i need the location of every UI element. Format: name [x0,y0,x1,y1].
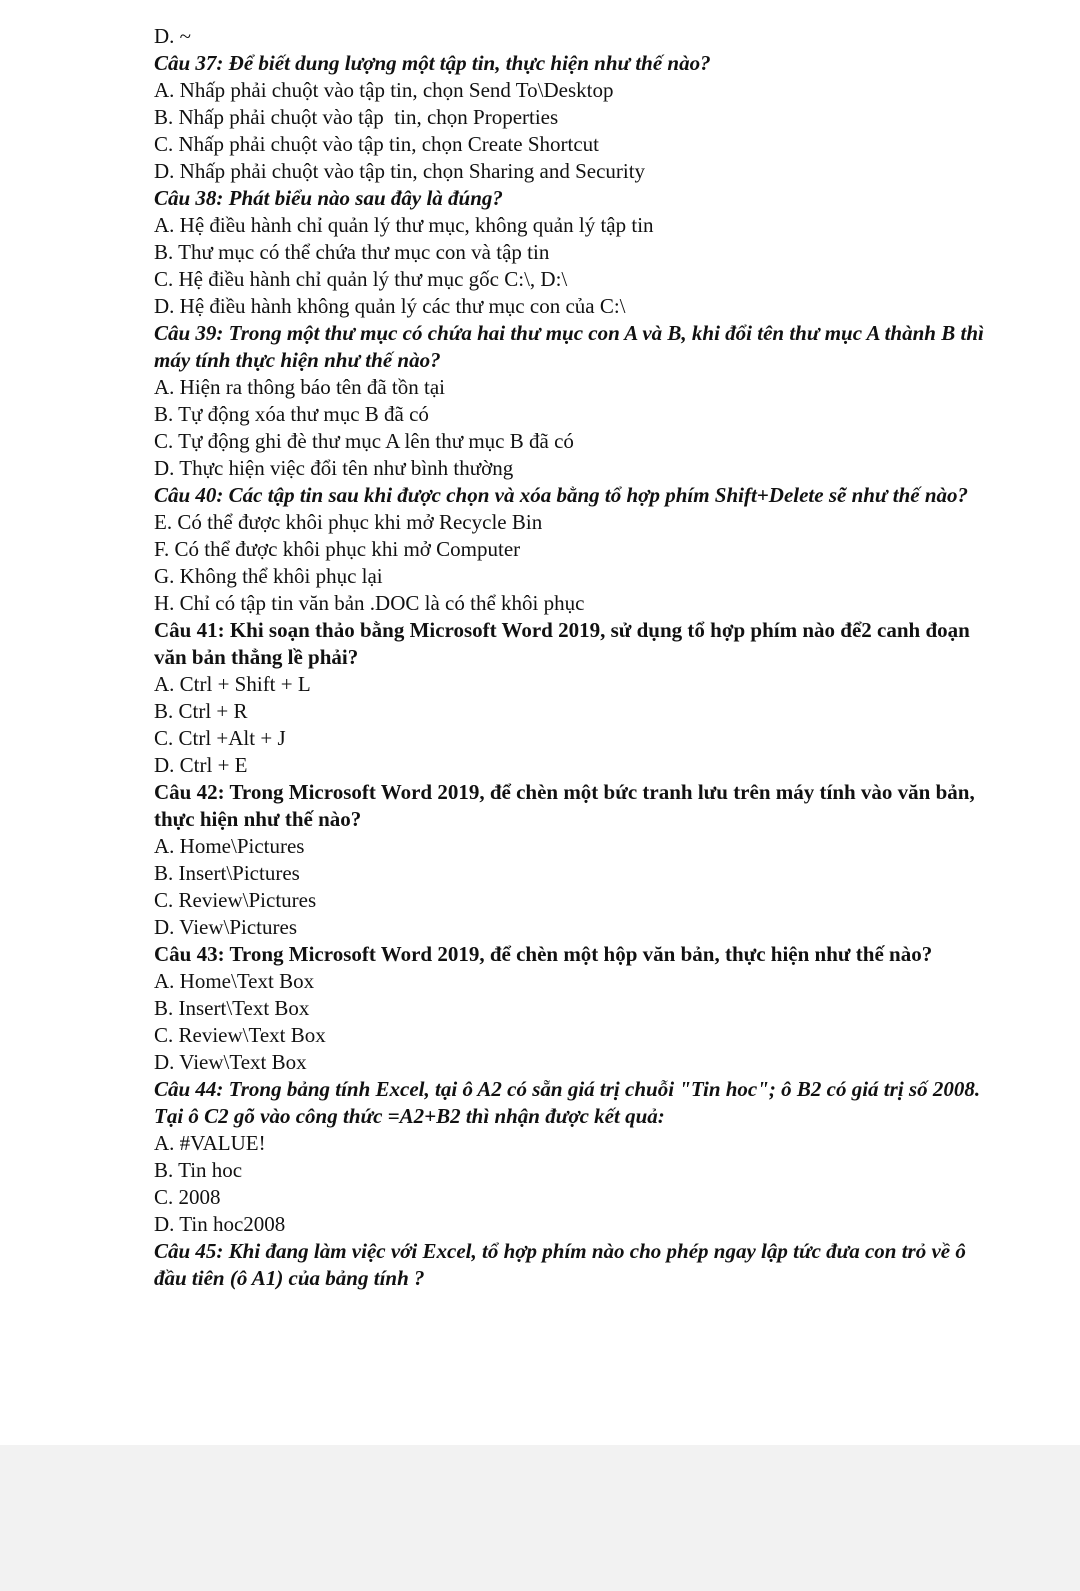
question-text: Câu 41: Khi soạn thảo bằng Microsoft Word 2019, sử dụng tổ hợp phím nào để2 canh đoạn văn bản thẳng lề phải? [154,618,970,669]
option-d: D. Tin hoc2008 [154,1212,286,1236]
option-g: G. Không thể khôi phục lại [154,564,383,588]
question-text: Câu 38: Phát biểu nào sau đây là đúng? [154,186,503,210]
question-text: Câu 43: Trong Microsoft Word 2019, để chèn một hộp văn bản, thực hiện như thế nào? [154,942,933,966]
option-c: C. Review\Text Box [154,1023,326,1047]
option-d: D. Nhấp phải chuột vào tập tin, chọn Sharing and Security [154,159,646,183]
option-c: C. Tự động ghi đè thư mục A lên thư mục B đã có [154,429,574,453]
option-a: A. Home\Pictures [154,834,305,858]
option-c: C. Hệ điều hành chỉ quản lý thư mục gốc C:\, D:\ [154,267,568,291]
document-content [154,23,994,1292]
question-45 [154,1238,994,1292]
option-c: C. 2008 [154,1185,221,1209]
option-a: A. Ctrl + Shift + L [154,672,311,696]
option-d: D. Hệ điều hành không quản lý các thư mục con của C:\ [154,294,626,318]
question-40 [154,482,994,617]
option-d: D. Ctrl + E [154,753,248,777]
question-text: Câu 40: Các tập tin sau khi được chọn và xóa bằng tổ hợp phím Shift+Delete sẽ như thế nào? [154,483,969,507]
question-text: Câu 44: Trong bảng tính Excel, tại ô A2 có sẵn giá trị chuỗi "Tin hoc"; ô B2 có giá trị số 2008. Tại ô C2 gõ vào công thức =A2+B2 thì nhận được kết quả: [154,1077,981,1128]
question-text: Câu 45: Khi đang làm việc với Excel, tổ hợp phím nào cho phép ngay lập tức đưa con trỏ về ô đầu tiên (ô A1) của bảng tính ? [154,1239,966,1290]
question-44 [154,1076,994,1238]
option-h: H. Chỉ có tập tin văn bản .DOC là có thể khôi phục [154,591,585,615]
option-e: E. Có thể được khôi phục khi mở Recycle Bin [154,510,543,534]
question-text: Câu 39: Trong một thư mục có chứa hai thư mục con A và B, khi đổi tên thư mục A thành B thì máy tính thực hiện như thế nào? [154,321,984,372]
option-b: B. Insert\Pictures [154,861,300,885]
question-text: Câu 42: Trong Microsoft Word 2019, để chèn một bức tranh lưu trên máy tính vào văn bản, thực hiện như thế nào? [154,780,975,831]
option-d: D. Thực hiện việc đổi tên như bình thường [154,456,514,480]
option-d: D. View\Pictures [154,915,298,939]
option-a: A. Hệ điều hành chỉ quản lý thư mục, không quản lý tập tin [154,213,654,237]
option-b: B. Insert\Text Box [154,996,310,1020]
option-b: B. Thư mục có thể chứa thư mục con và tập tin [154,240,550,264]
leading-option-line: D. ~ [154,24,192,48]
option-f: F. Có thể được khôi phục khi mở Computer [154,537,521,561]
question-41 [154,617,994,779]
option-b: B. Ctrl + R [154,699,248,723]
option-b: B. Tự động xóa thư mục B đã có [154,402,429,426]
option-b: B. Nhấp phải chuột vào tập tin, chọn Properties [154,105,559,129]
option-a: A. Hiện ra thông báo tên đã tồn tại [154,375,446,399]
option-c: C. Ctrl +Alt + J [154,726,286,750]
option-a: A. Home\Text Box [154,969,315,993]
option-b: B. Tin hoc [154,1158,243,1182]
option-d: D. View\Text Box [154,1050,307,1074]
question-38 [154,185,994,320]
option-c: C. Nhấp phải chuột vào tập tin, chọn Create Shortcut [154,132,599,156]
question-43 [154,941,994,1076]
option-a: A. #VALUE! [154,1131,266,1155]
question-37 [154,50,994,185]
question-42 [154,779,994,941]
question-39 [154,320,994,482]
question-text: Câu 37: Để biết dung lượng một tập tin, thực hiện như thế nào? [154,51,711,75]
option-c: C. Review\Pictures [154,888,317,912]
option-a: A. Nhấp phải chuột vào tập tin, chọn Send To\Desktop [154,78,614,102]
